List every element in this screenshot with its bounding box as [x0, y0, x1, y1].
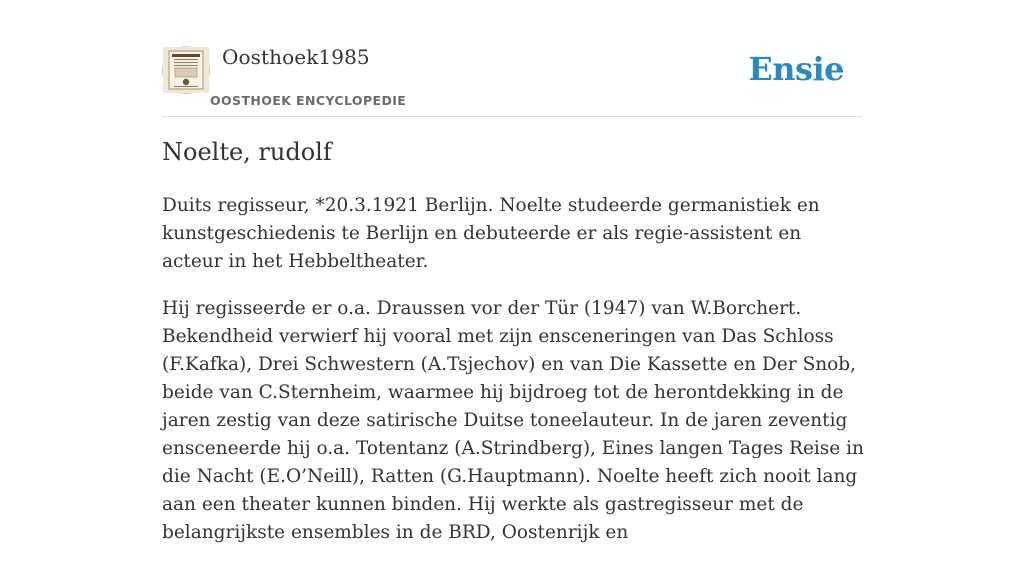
book-cover-icon	[163, 47, 209, 93]
article-header	[162, 44, 862, 117]
article-paragraph: Hij regisseerde er o.a. Draussen vor der Tür (1947) van W.Borchert. Bekendheid verwierf hij vooral met zijn ensceneringen van Das Schloss (F.Kafka), Drei Schwestern (A.Tsjechov) en van Die Kassette en Der Snob, beide van C.Sternheim, waarmee hij bijdroeg tot de herontdekking in de jaren zestig van deze satirische Duitse toneelauteur. In de jaren zeventig ensceneerde hij o.a. Totentanz (A.Strindberg), Eines langen Tages Reise in die Nacht (E.O’Neill), Ratten (G.Hauptmann). Noelte heeft zich nooit lang aan een theater kunnen binden. Hij werkte als gastregisseur met de belangrijkste ensembles in de BRD, Oostenrijk en	[162, 298, 864, 543]
article-paragraph: Duits regisseur, *20.3.1921 Berlijn. Noelte studeerde germanistiek en kunstgeschiedenis te Berlijn en debuteerde er als regie-assistent en acteur in het Hebbeltheater.	[162, 195, 820, 272]
avatar[interactable]	[162, 46, 210, 94]
brand-logo[interactable]: Ensie	[748, 50, 844, 88]
source-label[interactable]: OOSTHOEK ENCYCLOPEDIE	[210, 93, 407, 108]
article-title: Noelte, rudolf	[162, 138, 332, 166]
article-body	[162, 192, 866, 566]
author-username[interactable]: Oosthoek1985	[222, 45, 370, 69]
